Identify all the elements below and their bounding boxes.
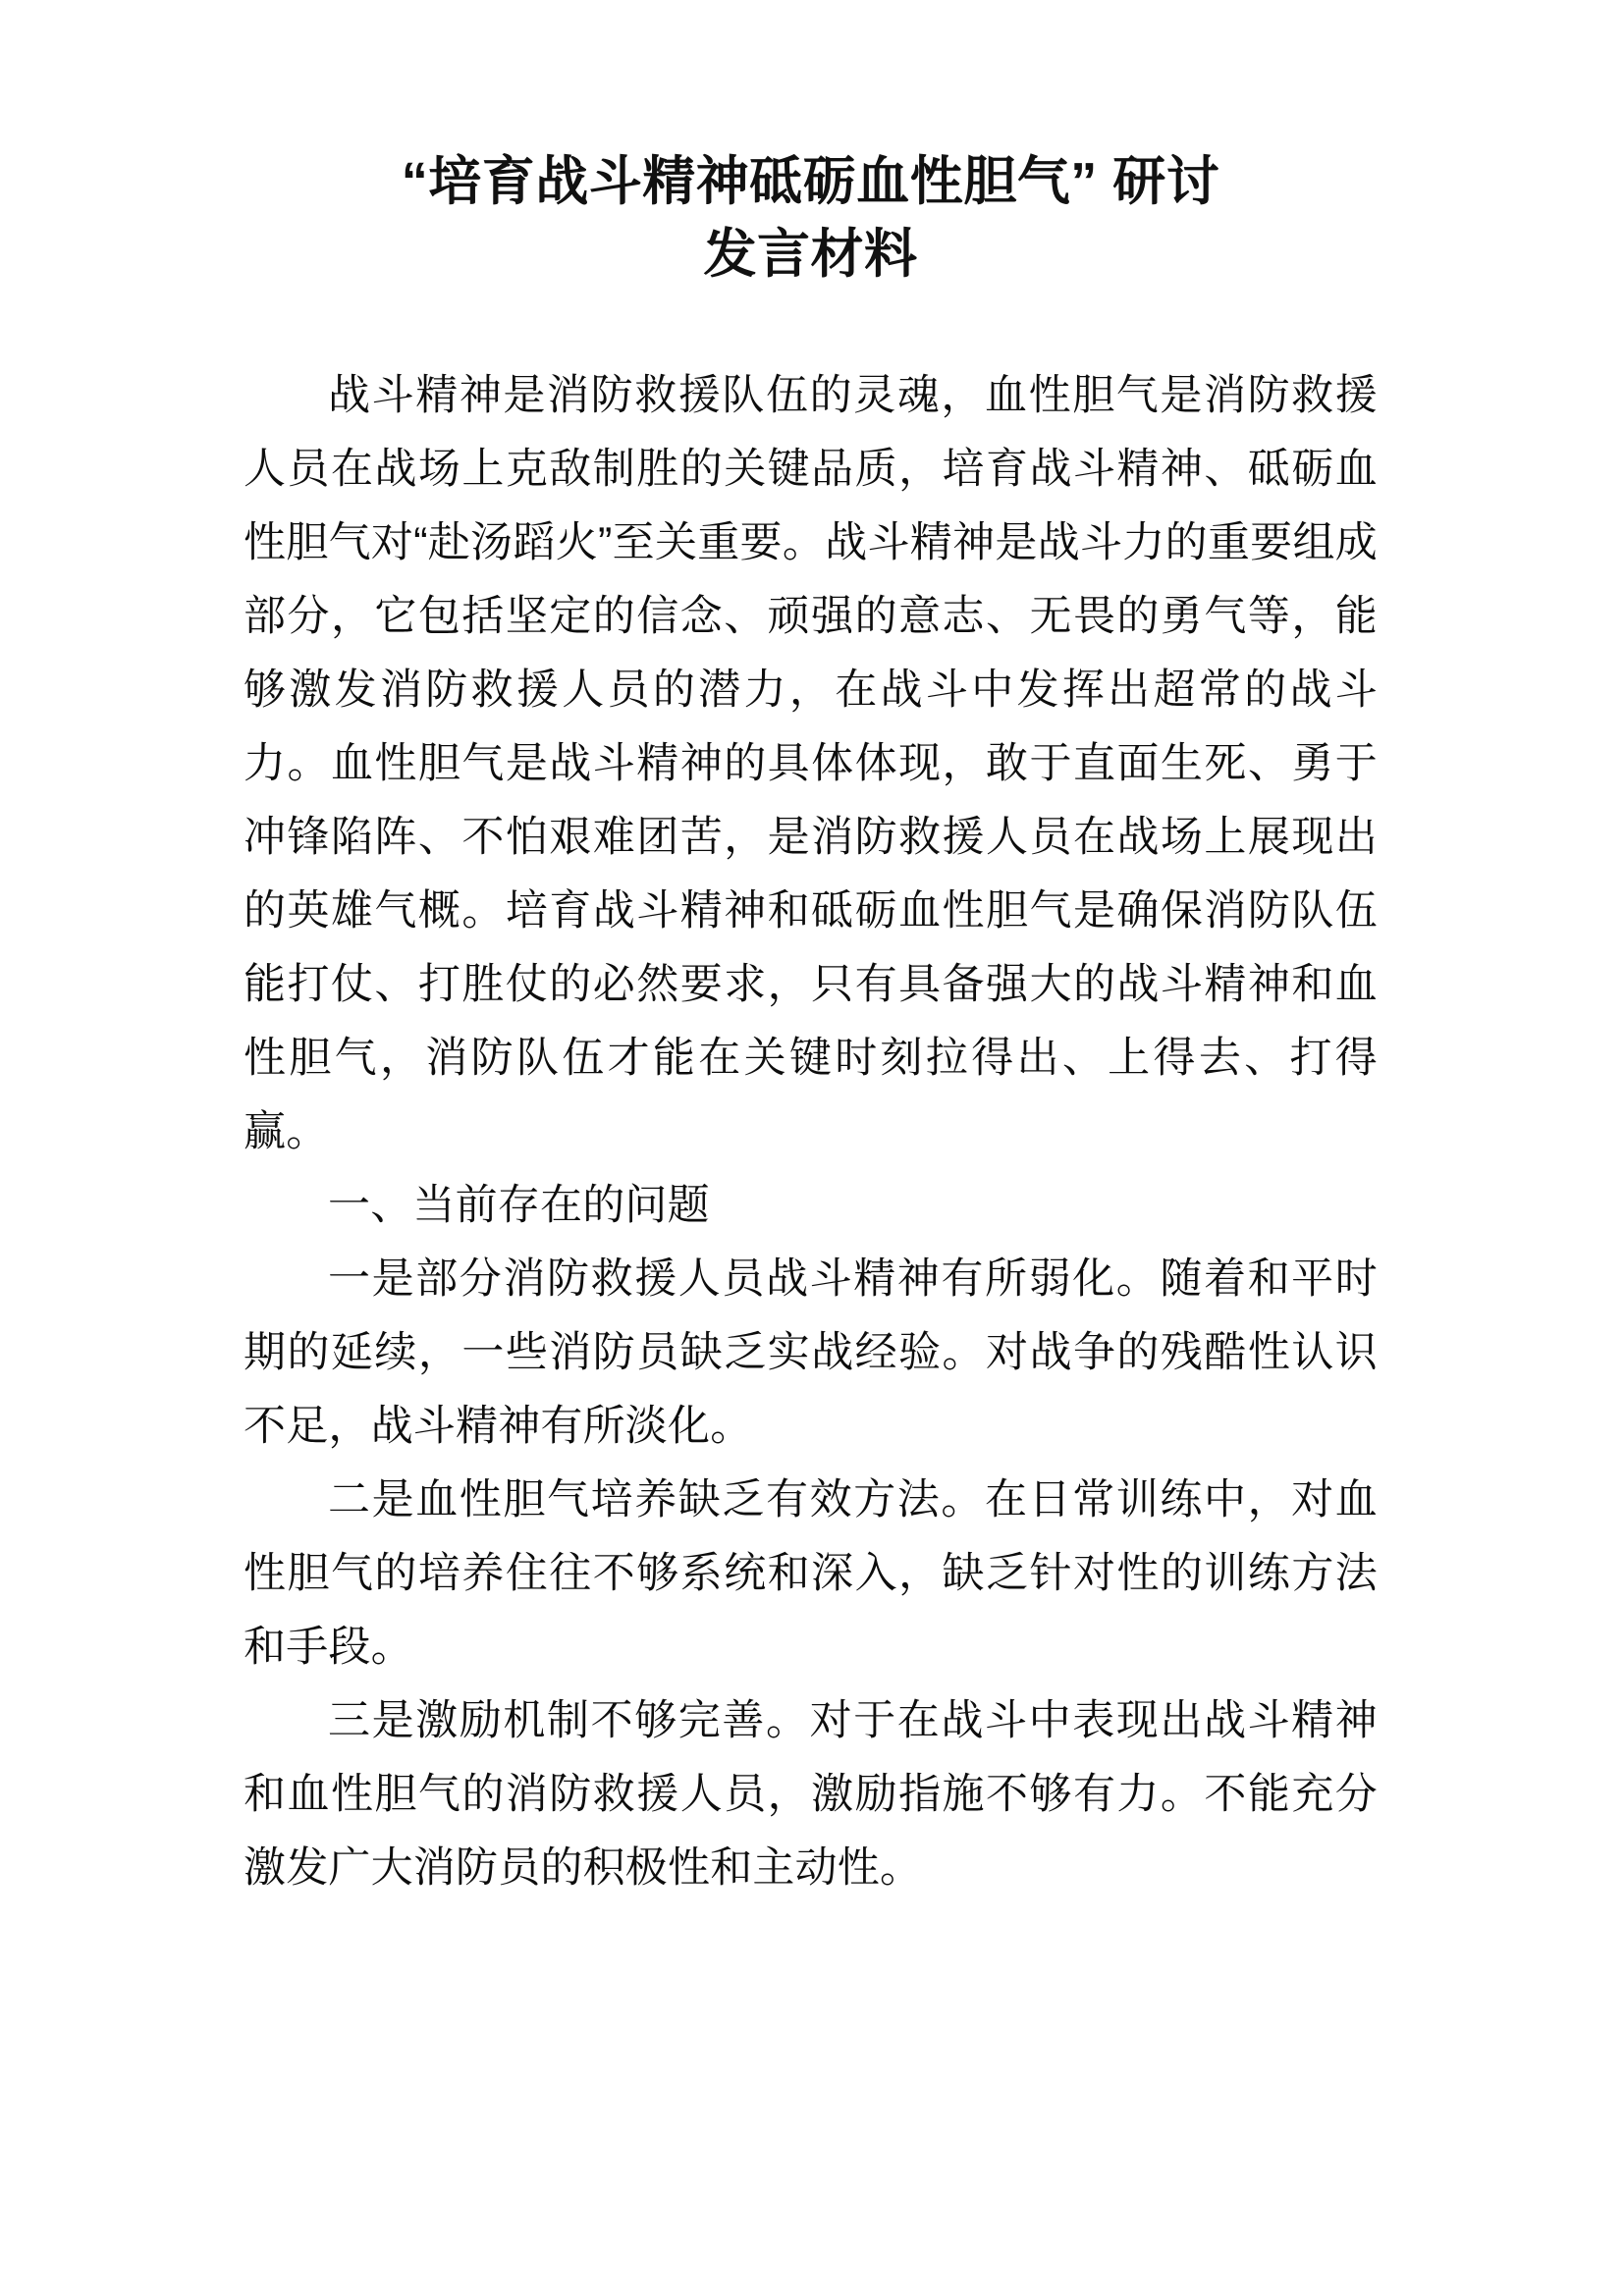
page-title-line-2: 发言材料 — [703, 225, 918, 284]
paragraph-point-2: 二是血性胆气培养缺乏有效方法。在日常训练中，对血性胆气的培养住往不够系统和深入，缺乏针对性的训练方法和手段。 — [244, 1476, 1378, 1671]
document-content-column — [244, 0, 1378, 1905]
paragraph-intro: 战斗精神是消防救援队伍的灵魂，血性胆气是消防救援人员在战场上克敌制胜的关键品质，培育战斗精神、砥砺血性胆气对“赴汤蹈火”至关重要。战斗精神是战斗力的重要组成部分，它包括坚定的信念、顽强的意志、无畏的勇气等，能够激发消防救援人员的潜力，在战斗中发挥出超常的战斗力。血性胆气是战斗精神的具体体现，敢于直面生死、勇于冲锋陷阵、不怕艰难团苦，是消防救援人员在战场上展现出的英雄气概。培育战斗精神和砥砺血性胆气是确保消防队伍能打仗、打胜仗的必然要求，只有具备强大的战斗精神和血性胆气，消防队伍才能在关键时刻拉得出、上得去、打得赢。 — [244, 372, 1378, 1155]
page-title-line-1: “培育战斗精神砥砺血性胆气” 研讨 — [401, 152, 1220, 211]
paragraph-point-3: 三是激励机制不够完善。对于在战斗中表现出战斗精神和血性胆气的消防救援人员，激励指施不够有力。不能充分激发广大消防员的积极性和主动性。 — [244, 1697, 1378, 1892]
page-title — [244, 0, 1378, 291]
section-heading-1: 一、当前存在的问题 — [328, 1182, 710, 1229]
paragraph-point-1: 一是部分消防救援人员战斗精神有所弱化。随着和平时期的延续，一些消防员缺乏实战经验。对战争的残酷性认识不足，战斗精神有所淡化。 — [244, 1255, 1378, 1450]
title-body-spacer — [244, 291, 1378, 359]
